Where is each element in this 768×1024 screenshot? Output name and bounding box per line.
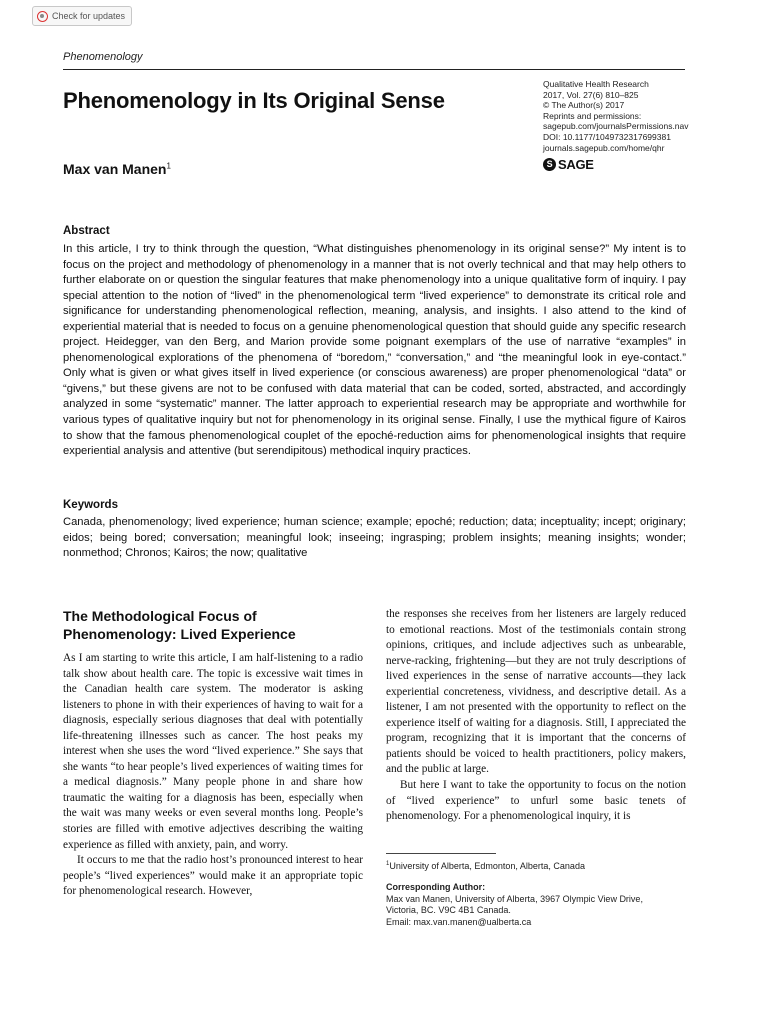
meta-journal: Qualitative Health Research xyxy=(543,79,649,89)
journal-section-label: Phenomenology xyxy=(63,51,143,63)
footnote-mark: 1 xyxy=(386,861,390,867)
body-paragraph: But here I want to take the opportunity to focus on the notion of “lived experience” to unfurl some basic tenets of phenomenology. For a phenomenological inquiry, it is xyxy=(386,779,686,823)
footnote-rule xyxy=(386,853,496,854)
corresponding-address-line: Victoria, BC. V9C 4B1 Canada. xyxy=(386,905,511,916)
publisher-name: SAGE xyxy=(558,157,594,172)
publication-meta xyxy=(543,79,689,153)
keywords-heading: Keywords xyxy=(63,499,118,511)
header-rule xyxy=(63,69,685,70)
meta-doi[interactable]: DOI: 10.1177/1049732317699381 xyxy=(543,131,671,142)
meta-journal-link[interactable]: journals.sagepub.com/home/qhr xyxy=(543,142,665,153)
corresponding-heading: Corresponding Author: xyxy=(386,882,486,892)
corresponding-email[interactable]: Email: max.van.manen@ualberta.ca xyxy=(386,917,532,928)
body-paragraph: As I am starting to write this article, I am half-listening to a radio talk show about health care. The topic is excessive wait times in the Canadian health care system. The moderator is asking listeners to phone in with their experiences of having to wait for a diagnosis, especially serious diagnoses that deal with potentially life-threatening illnesses such as cancer. The host peaks my interest when she uses the word “lived experience.” She says that she wants “to hear people’s lived experiences of waiting times for a medical diagnosis.” Many people phone in and share how traumatic the waiting for a diagnosis has been, especially when the wait was many weeks or even several months long. People’s stories are filled with emotive adjectives describing the waiting experience as filled with anxiety, pain, and worry. xyxy=(63,652,363,851)
body-column-left xyxy=(63,607,363,900)
corresponding-author xyxy=(386,882,643,929)
body-column-right xyxy=(386,607,686,825)
meta-copyright: © The Author(s) 2017 xyxy=(543,100,625,111)
keywords-text: Canada, phenomenology; lived experience; human science; example; epoché; reduction; data; inceptuality; incept; originary; eidos; being bored; conversation; meaningful look; inseeing; ingrasping; problem insights; meaning insights; wonder; nonmethod; Chronos; Kairos; the now; qualitative xyxy=(63,516,686,560)
corresponding-address-line: Max van Manen, University of Alberta, 3967 Olympic View Drive, xyxy=(386,893,643,904)
section-heading: The Methodological Focus of Phenomenology: Lived Experience xyxy=(63,608,296,642)
abstract-text: In this article, I try to think through the question, “What distinguishes phenomenology in its original sense?” My intent is to focus on the project and methodology of phenomenology in a manner that is not overly technical and that may help others to further elaborate on or question the singular features that make phenomenology into a unique qualitative form of inquiry. I pay special attention to the notion of “lived” in the phenomenological term “lived experience” to demonstrate its critical role and significance for understanding phenomenological reflection, meaning, analysis, and insights. I also attend to the kind of experiential material that is needed to focus on a genuine phenomenological question that should guide any specific research project. Heidegger, van den Berg, and Marion provide some poignant exemplars of the use of narrative “examples” in phenomenological explorations of the phenomena of “boredom,” “conversation,” and “the meaningful look in eye-contact.” Only what is given or what gives itself in lived experience (or conscious awareness) are proper phenomenological “data” or “givens,” but these givens are not to be confused with data material that can be coded, sorted, abstracted, and accordingly analyzed in some “systematic” manner. The latter approach to experiential research may be appropriate and worthwhile for various types of qualitative inquiry but not for phenomenology in its original sense. Finally, I use the mythical figure of Kairos to show that the famous phenomenological couplet of the epoché-reduction aims for phenomenological insights that require experiential analysis and attentive (but serendipitous) methodical inquiry practices. xyxy=(63,243,686,458)
author-name xyxy=(63,161,171,177)
author-name-text: Max van Manen xyxy=(63,161,167,177)
meta-permissions-link[interactable]: sagepub.com/journalsPermissions.nav xyxy=(543,121,689,132)
check-for-updates-badge[interactable] xyxy=(32,6,132,26)
sage-logo-icon: S xyxy=(543,158,556,171)
meta-volume: 2017, Vol. 27(6) 810–825 xyxy=(543,89,639,100)
author-affiliation-mark: 1 xyxy=(166,161,171,171)
body-paragraph: It occurs to me that the radio host’s pronounced interest to hear people’s “lived experiences” would make it an appropriate topic for phenomenological research. However, xyxy=(63,854,363,898)
check-for-updates-label: Check for updates xyxy=(52,11,126,21)
publisher-logo xyxy=(543,157,594,172)
article-title: Phenomenology in Its Original Sense xyxy=(63,88,445,113)
meta-reprints: Reprints and permissions: xyxy=(543,110,642,121)
abstract-heading: Abstract xyxy=(63,225,110,237)
footnote-text: University of Alberta, Edmonton, Alberta, Canada xyxy=(389,861,585,871)
affiliation-footnote xyxy=(386,861,585,871)
body-paragraph: the responses she receives from her listeners are largely reduced to emotional reactions. Most of the testimonials contain strong opinions, critiques, and include adjectives such as unbearable, nerve-racking, frightening—but they are not truly descriptions of lived experiences in the sense of narrative accounts—they lack experiential concreteness, vividness, and descriptive detail. As a listener, I am not presented with the opportunity to reflect on the experience itself of waiting for a diagnosis. Still, I appreciated the program, recognizing that it is important that the concerns of patients should be voiced to health practitioners, policy makers, and the public at large. xyxy=(386,608,686,776)
check-for-updates-icon xyxy=(37,11,48,22)
